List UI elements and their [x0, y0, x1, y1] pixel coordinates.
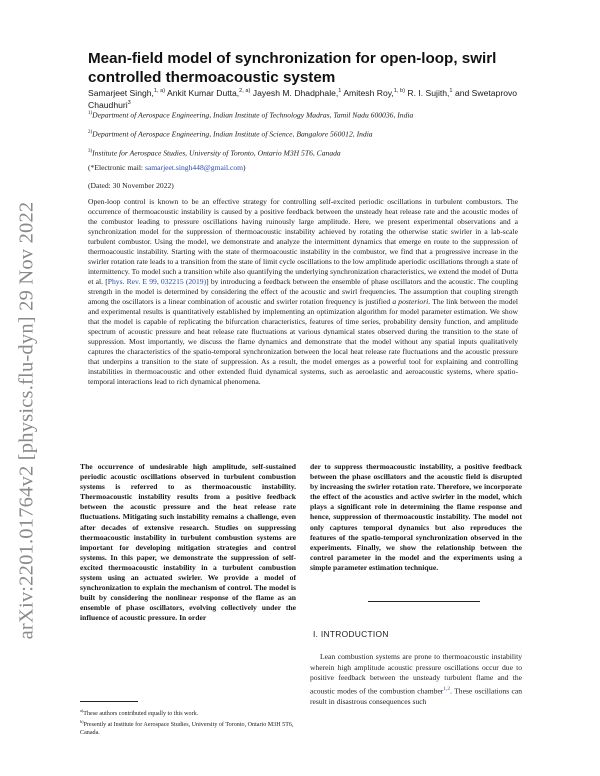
- footnote: $^{a)}$These authors contributed equally to this work.: [80, 708, 199, 718]
- author: Jayesh M. Dhadphale,$^1$: [252, 87, 342, 98]
- author: Ankit Kumar Dutta,$^{2, a)}$: [167, 87, 251, 98]
- citation-link[interactable]: Phys. Rev. E 99, 032215 (2019): [107, 277, 207, 286]
- lay-summary-left: The occurrence of undesirable high amplitude, self-sustained periodic acoustic oscillations observed in turbulent combustion systems is referred to as thermoacoustic instability. Thermoacoustic instability results from a positive feedback between the acoustic pressure and the heat release rate fluctuations. Mitigating such instability remains a challenge, even after decades of extensive research. Studies on suppressing thermoacoustic instability in turbulent combustion systems are important for developing mitigation strategies and control systems. In this paper, we demonstrate the suppression of self-excited thermoacoustic instability in a turbulent combustion system using an actuated swirler. We provide a model of synchronization to explain the mechanism of control. The model is built by considering the nonlinear response of the flame as an ensemble of phase oscillators, evolving collectively under the influence of acoustic pressure. In order: [80, 462, 296, 623]
- footnote-divider: [80, 701, 138, 702]
- author: Amitesh Roy,$^{1, b)}$: [343, 87, 405, 98]
- email-link[interactable]: samarjeet.singh448@gmail.com: [144, 163, 244, 172]
- affiliation-1: $^{1)}$Department of Aerospace Engineering, Indian Institute of Technology Madras, Tamil Nadu 600036, India: [88, 110, 414, 120]
- arxiv-stamp: [4, 200, 50, 640]
- introduction-text: Lean combustion systems are prone to thermoacoustic instability wherein high amplitude acoustic pressure oscillations occur due to positive feedback between the unsteady turbulent flame and the acoustic modes of the combustion chamber$^{1,2}$. These oscillations can result in disastrous consequences such: [310, 652, 522, 706]
- author: Samarjeet Singh,$^{1, a)}$: [88, 87, 166, 98]
- abstract: Open-loop control is known to be an effective strategy for controlling self-excited periodic oscillations in turbulent combustors. The occurrence of thermoacoustic instability is caused by a positive feedback between the unsteady heat release rate and the acoustic modes of the combustor leading to pressure oscillations having ruinously large amplitude. Here, we present experimental observations and a synchronization model for the suppression of thermoacoustic instability achieved by rotating the otherwise static swirler in a lab-scale turbulent combustor. Using the model, we demonstrate and analyze the intermittent dynamics that emerge en route to the suppression of thermoacoustic instability. Starting with the state of thermoacoustic instability in the combustor, we find that a progressive increase in the swirler rotation rate leads to a transition from the state of limit cycle oscillations to the low amplitude aperiodic oscillations through a state of intermittency. To model such a transition while also quantifying the underlying synchronization characteristics, we extend the model of Dutta et al. [Phys. Rev. E 99, 032215 (2019)] by introducing a feedback between the ensemble of phase oscillators and the acoustic. The coupling strength in the model is determined by considering the effect of the acoustic and swirl frequencies. The assumption that coupling strength among the oscillators is a linear combination of acoustic and swirler rotation frequency is justified a posteriori. The link between the model and experimental results is quantitatively established by implementing an optimization algorithm for model parameter estimation. We show that the model is capable of replicating the bifurcation characteristics, features of time series, probability density function, and amplitude spectrum of acoustic pressure and heat release rate fluctuations at various dynamical states observed during the transition to the state of suppression. Most importantly, we discuss the flame dynamics and demonstrate that the model without any spatial inputs qualitatively captures the characteristics of the spatio-temporal synchronization between the local heat release rate fluctuations and the acoustic pressure that underpins a transition to the state of suppression. As a result, the model emerges as a powerful tool for explaining and controlling instabilities in thermoacoustic and other extended fluid dynamical systems, such as aeroelastic and aeroacoustic systems, where spatio-temporal interactions lead to rich dynamical phenomena.: [88, 197, 518, 386]
- corresponding-email: (*Electronic mail: samarjeet.singh448@gmail.com): [88, 163, 246, 172]
- footnotes: [80, 707, 296, 737]
- author-list: [88, 86, 518, 111]
- summary-divider: [368, 601, 480, 602]
- footnote: $^{b)}$Presently at Institute for Aerospace Studies, University of Toronto, Ontario M3H 5T6, Canada.: [80, 719, 294, 737]
- affiliation-2: $^{2)}$Department of Aerospace Engineering, Indian Institute of Science, Bangalore 560012, India: [88, 129, 373, 139]
- date-line: (Dated: 30 November 2022): [88, 181, 174, 190]
- arxiv-stamp-text: arXiv:2201.01764v2 [physics.flu-dyn] 29 Nov 2022: [15, 201, 38, 639]
- affiliation-3: $^{3)}$Institute for Aerospace Studies, University of Toronto, Ontario M3H 5T6, Canada: [88, 148, 341, 158]
- citation-link[interactable]: 1,2: [443, 685, 451, 692]
- section-heading-introduction: I. INTRODUCTION: [313, 629, 389, 639]
- lay-summary-right: der to suppress thermoacoustic instability, a positive feedback between the phase oscillators and the acoustic field is disrupted by increasing the swirler rotation rate. Therefore, we incorporate the effect of the acoustics and active swirler in the model, which plays a significant role in determining the flame response and hence, suppression of thermoacoustic instability. The model not only captures temporal dynamics but also reproduces the features of the spatio-temporal synchronization observed in the experiments. Finally, we show the relationship between the control parameter in the model and the experiments using a simple parameter estimation technique.: [310, 462, 522, 572]
- author: R. I. Sujith,$^1$: [407, 87, 453, 98]
- paper-title: Mean-field model of synchronization for open-loop, swirl controlled thermoacoustic system: [88, 50, 497, 86]
- author: and Swetaprovo Chaudhuri$^3$: [88, 87, 518, 111]
